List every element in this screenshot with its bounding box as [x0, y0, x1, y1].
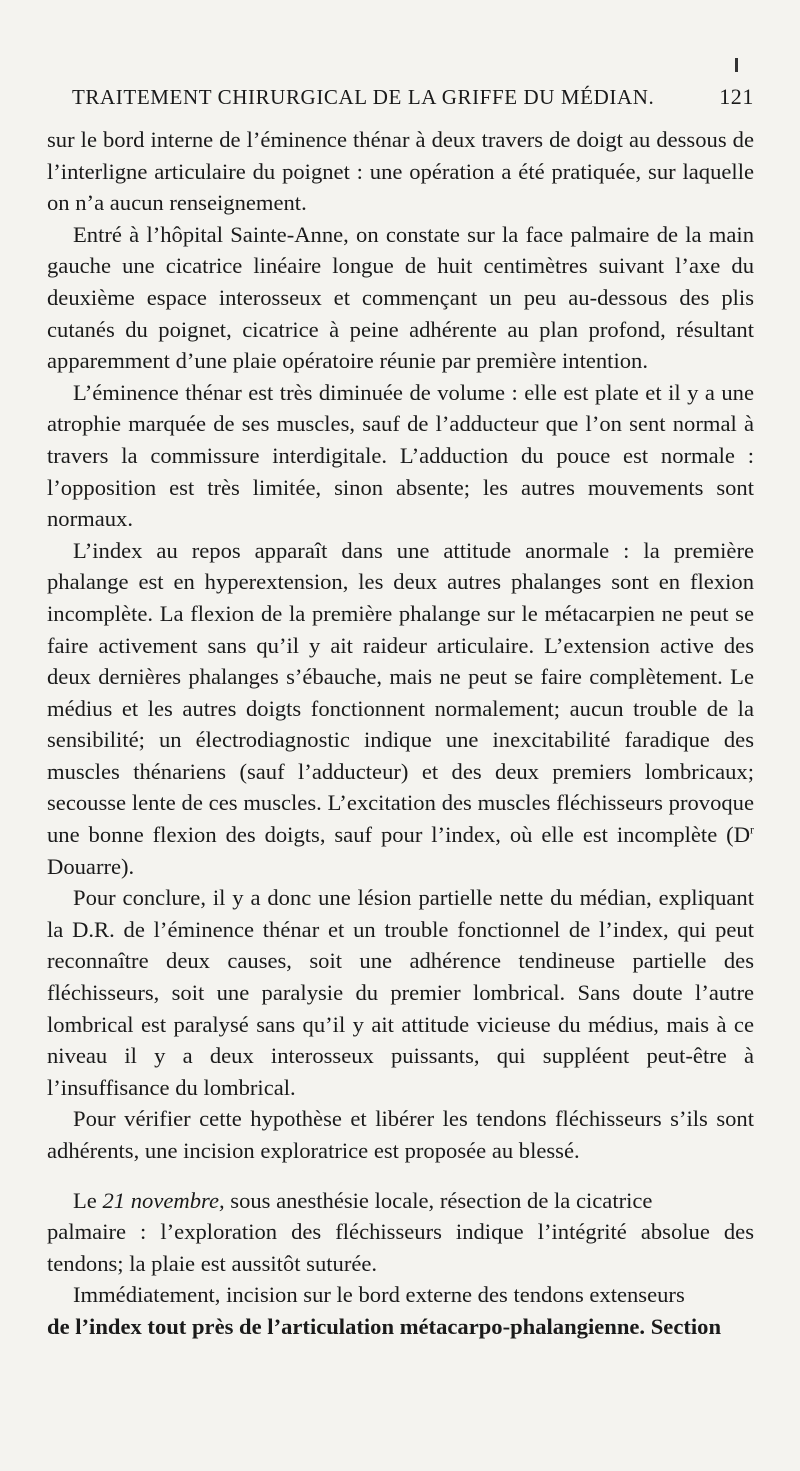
after-date: sous anesthésie locale, résection de la cicatrice — [224, 1187, 653, 1213]
paragraph-5: Pour conclure, il y a donc une lésion partielle nette du médian, expliquant la D.R. de l’éminence thénar et un trouble fonctionnel de l’index, qui peut reconnaître deux causes, soit une adhérence tendineuse partielle des fléchisseurs, soit une paralysie du premier lombrical. Sans doute l’autre lombrical est paralysé sans qu’il y ait attitude vicieuse du médius, mais à ce niveau il y a deux interosseux puissants, qui suppléent peut-être à l’insuffisance du lombrical. — [47, 885, 754, 1100]
paragraph-8: Immédiatement, incision sur le bord externe des tendons extenseurs — [73, 1282, 685, 1308]
page-number: 121 — [719, 84, 754, 109]
paragraph-8-last-line: de l’index tout près de l’articulation métacarpo-phalangienne. Section — [47, 1313, 722, 1339]
paragraph-2: Entré à l’hôpital Sainte-Anne, on constate sur la face palmaire de la main gauche une cicatrice linéaire longue de huit centimètres suivant l’axe du deuxième espace interosseux et commençant un peu au-dessous des plis cutanés du poignet, cicatrice à peine adhérente au plan profond, résultant apparemment d’une plaie opératoire réunie par première intention. — [47, 221, 754, 374]
paragraph-3: L’éminence thénar est très diminuée de volume : elle est plate et il y a une atrophie marquée de ses muscles, sauf de l’adducteur que l’on sent normal à travers la commissure interdigitale. L’adduction du pouce est normale : l’opposition est très limitée, sinon absente; les autres mouvements sont normaux. — [47, 379, 754, 532]
paragraph-1: sur le bord interne de l’éminence thénar à deux travers de doigt au dessous de l’interligne articulaire du poignet : une opération a été pratiquée, sur laquelle on n’a aucun renseignement. — [47, 127, 754, 216]
douarre-close: Douarre). — [47, 853, 135, 879]
douarre-sup: r — [750, 822, 755, 837]
date-italic: 21 novembre, — [102, 1187, 225, 1213]
page-body — [47, 124, 754, 1343]
paragraph-7-cont: palmaire : l’exploration des fléchisseurs indique l’intégrité absolue des tendons; la plaie est aussitôt suturée. — [47, 1219, 754, 1276]
paragraph-6: Pour vérifier cette hypothèse et libérer les tendons fléchisseurs s’ils sont adhérents, une incision exploratrice est proposée au blessé. — [47, 1106, 754, 1163]
running-header — [72, 84, 754, 110]
running-title: TRAITEMENT CHIRURGICAL DE LA GRIFFE DU MÉDIAN. — [72, 85, 655, 109]
paragraph-4-text: L’index au repos apparaît dans une attitude anormale : la première phalange est en hyperextension, les deux autres phalanges sont en flexion incomplète. La flexion de la première phalange sur le métacarpien ne peut se faire activement sans qu’il y ait raideur articulaire. L’extension active des deux dernières phalanges s’ébauche, mais ne peut se faire complètement. Le médius et les autres doigts fonctionnent normalement; aucun trouble de la sensibilité; un électrodiagnostic indique une inexcitabilité faradique des muscles thénariens (sauf l’adducteur) et des deux premiers lombricaux; secousse lente de ces muscles. L’excitation des muscles fléchisseurs provoque une bonne flexion des doigts, sauf pour l’index, où elle est incomplète — [47, 537, 754, 848]
paragraph-4 — [47, 535, 754, 883]
douarre-open: (D — [726, 822, 751, 848]
le-word: Le — [73, 1187, 103, 1213]
margin-mark — [735, 58, 738, 72]
paragraph-7 — [47, 1185, 754, 1217]
